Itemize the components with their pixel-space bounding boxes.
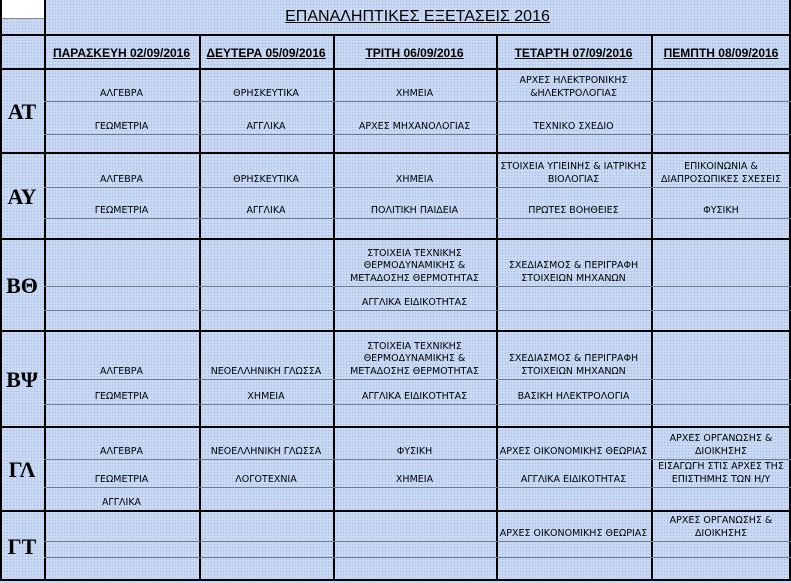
exam-cell[interactable] <box>333 311 496 330</box>
exam-cell[interactable] <box>199 488 333 510</box>
exam-cell[interactable] <box>199 287 333 310</box>
exam-cell[interactable]: ΠΟΛΙΤΙΚΗ ΠΑΙΔΕΙΑ <box>370 204 459 216</box>
class-code-2: ΒΘ <box>6 273 38 298</box>
exam-cell[interactable]: ΑΡΧΕΣ ΟΙΚΟΝΟΜΙΚΗΣ ΘΕΩΡΙΑΣ <box>499 527 648 539</box>
exam-cell[interactable] <box>199 219 333 238</box>
exam-cell[interactable] <box>651 311 791 330</box>
exam-cell[interactable]: ΑΓΓΛΙΚΑ <box>246 204 286 216</box>
grid-line <box>0 579 791 581</box>
exam-cell[interactable] <box>496 405 651 426</box>
exam-cell[interactable] <box>651 558 791 579</box>
class-code-0: ΑΤ <box>7 99 37 124</box>
exam-cell[interactable] <box>44 135 199 152</box>
exam-cell[interactable]: ΝΕΟΕΛΛΗΝΙΚΗ ΓΛΩΣΣΑ <box>210 365 322 377</box>
exam-cell[interactable]: ΒΑΣΙΚΗ ΗΛΕΚΤΡΟΛΟΓΙΑ <box>517 390 630 402</box>
exam-cell[interactable]: ΑΡΧΕΣ ΟΙΚΟΝΟΜΙΚΗΣ ΘΕΩΡΙΑΣ <box>499 445 648 457</box>
exam-cell[interactable]: ΑΓΓΛΙΚΑ ΕΙΔΙΚΟΤΗΤΑΣ <box>520 473 627 485</box>
exam-cell[interactable] <box>496 542 651 557</box>
exam-cell[interactable] <box>496 287 651 310</box>
exam-cell[interactable] <box>44 512 199 541</box>
exam-cell[interactable]: ΓΕΩΜΕΤΡΙΑ <box>94 204 149 216</box>
exam-cell[interactable]: ΑΓΓΛΙΚΑ <box>101 496 142 508</box>
exam-cell[interactable]: ΠΡΩΤΕΣ ΒΟΗΘΕΙΕΣ <box>528 204 619 216</box>
exam-cell[interactable]: ΘΡΗΣΚΕΥΤΙΚΑ <box>233 173 299 185</box>
sheet-title-text: ΕΠΑΝΑΛΗΠΤΙΚΕΣ ΕΞΕΤΑΣΕΙΣ 2016 <box>285 8 550 25</box>
exam-cell[interactable] <box>496 488 651 510</box>
corner-cell[interactable] <box>0 0 45 19</box>
exam-cell[interactable]: ΑΛΓΕΒΡΑ <box>99 87 144 99</box>
exam-cell[interactable]: ΣΤΟΙΧΕΙΑ ΤΕΧΝΙΚΗΣ ΘΕΡΜΟΔΥΝΑΜΙΚΗΣ & ΜΕΤΑΔΟΣΗΣ ΘΕΡΜΟΤΗΤΑΣ <box>350 247 479 284</box>
exam-cell[interactable]: ΑΛΓΕΒΡΑ <box>99 173 144 185</box>
exam-cell[interactable]: ΤΕΧΝΙΚΟ ΣΧΕΔΙΟ <box>533 120 614 132</box>
exam-cell[interactable] <box>199 135 333 152</box>
exam-cell[interactable] <box>651 287 791 310</box>
exam-cell[interactable] <box>199 542 333 557</box>
exam-cell[interactable]: ΣΤΟΙΧΕΙΑ ΥΓΙΕΙΝΗΣ & ΙΑΤΡΙΚΗΣ ΒΙΟΛΟΓΙΑΣ <box>500 161 647 185</box>
exam-cell[interactable]: ΓΕΩΜΕΤΡΙΑ <box>94 390 149 402</box>
exam-cell[interactable] <box>199 240 333 286</box>
exam-cell[interactable] <box>333 512 496 541</box>
exam-cell[interactable] <box>44 405 199 426</box>
exam-cell[interactable] <box>44 287 199 310</box>
exam-cell[interactable]: ΓΕΩΜΕΤΡΙΑ <box>94 120 149 132</box>
exam-cell[interactable] <box>651 405 791 426</box>
exam-cell[interactable]: ΑΛΓΕΒΡΑ <box>99 445 144 457</box>
exam-cell[interactable] <box>333 405 496 426</box>
exam-cell[interactable] <box>199 311 333 330</box>
exam-cell[interactable] <box>333 135 496 152</box>
exam-cell[interactable]: ΦΥΣΙΚΗ <box>703 204 739 216</box>
exam-cell[interactable]: ΛΟΓΟΤΕΧΝΙΑ <box>235 473 297 485</box>
exam-cell[interactable]: ΣΤΟΙΧΕΙΑ ΤΕΧΝΙΚΗΣ ΘΕΡΜΟΔΥΝΑΜΙΚΗΣ & ΜΕΤΑΔΟΣΗΣ ΘΕΡΜΟΤΗΤΑΣ <box>350 340 479 377</box>
day-header-5: ΠΕΜΠΤΗ 08/09/2016 <box>663 46 779 60</box>
exam-cell[interactable]: ΧΗΜΕΙΑ <box>395 473 434 485</box>
exam-cell[interactable] <box>333 542 496 557</box>
exam-cell[interactable]: ΓΕΩΜΕΤΡΙΑ <box>94 473 149 485</box>
exam-cell[interactable] <box>496 558 651 579</box>
exam-cell[interactable] <box>651 240 791 286</box>
class-code-5: ΓΤ <box>7 533 37 559</box>
day-header-1: ΠΑΡΑΣΚΕΥΗ 02/09/2016 <box>52 46 191 60</box>
exam-cell[interactable]: ΧΗΜΕΙΑ <box>395 173 434 185</box>
exam-cell[interactable] <box>44 558 199 579</box>
exam-cell[interactable]: ΕΙΣΑΓΩΓΗ ΣΤΙΣ ΑΡΧΕΣ ΤΗΣ ΕΠΙΣΤΗΜΗΣ ΤΩΝ Η/Υ <box>658 461 784 485</box>
exam-cell[interactable]: ΦΥΣΙΚΗ <box>396 445 433 457</box>
exam-cell[interactable] <box>651 542 791 557</box>
exam-cell[interactable] <box>651 102 791 134</box>
exam-cell[interactable] <box>496 219 651 238</box>
exam-cell[interactable]: ΧΗΜΕΙΑ <box>247 390 285 402</box>
exam-cell[interactable]: ΑΡΧΕΣ ΟΡΓΑΝΩΣΗΣ & ΔΙΟΙΚΗΣΗΣ <box>669 515 773 539</box>
exam-cell[interactable] <box>44 219 199 238</box>
class-code-4: ΓΛ <box>8 457 36 482</box>
exam-cell[interactable]: ΣΧΕΔΙΑΣΜΟΣ & ΠΕΡΙΓΡΑΦΗ ΣΤΟΙΧΕΙΩΝ ΜΗΧΑΝΩΝ <box>508 260 639 284</box>
exam-cell[interactable]: ΝΕΟΕΛΛΗΝΙΚΗ ΓΛΩΣΣΑ <box>210 445 322 457</box>
exam-cell[interactable] <box>333 219 496 238</box>
exam-cell[interactable] <box>333 488 496 510</box>
exam-cell[interactable]: ΑΡΧΕΣ ΗΛΕΚΤΡΟΝΙΚΗΣ &ΗΛΕΚΤΡΟΛΟΓΙΑΣ <box>519 75 628 99</box>
exam-cell[interactable]: ΑΓΓΛΙΚΑ ΕΙΔΙΚΟΤΗΤΑΣ <box>361 296 468 308</box>
day-header-2: ΔΕΥΤΕΡΑ 05/09/2016 <box>206 46 326 60</box>
exam-cell[interactable] <box>651 332 791 379</box>
exam-cell[interactable] <box>651 135 791 152</box>
exam-cell[interactable]: ΑΓΓΛΙΚΑ <box>246 120 286 132</box>
exam-cell[interactable]: ΑΡΧΕΣ ΟΡΓΑΝΩΣΗΣ & ΔΙΟΙΚΗΣΗΣ <box>669 433 773 457</box>
exam-cell[interactable] <box>44 542 199 557</box>
exam-cell[interactable]: ΑΓΓΛΙΚΑ ΕΙΔΙΚΟΤΗΤΑΣ <box>361 390 468 402</box>
exam-cell[interactable] <box>333 558 496 579</box>
day-header-4: ΤΕΤΑΡΤΗ 07/09/2016 <box>514 46 633 60</box>
exam-cell[interactable] <box>496 311 651 330</box>
class-code-3: ΒΨ <box>6 367 38 392</box>
exam-cell[interactable]: ΧΗΜΕΙΑ <box>395 87 434 99</box>
exam-cell[interactable] <box>496 135 651 152</box>
exam-cell[interactable] <box>651 380 791 404</box>
exam-cell[interactable] <box>199 558 333 579</box>
sheet-title <box>44 0 791 34</box>
exam-cell[interactable]: ΣΧΕΔΙΑΣΜΟΣ & ΠΕΡΙΓΡΑΦΗ ΣΤΟΙΧΕΙΩΝ ΜΗΧΑΝΩΝ <box>508 353 639 377</box>
exam-cell[interactable]: ΑΛΓΕΒΡΑ <box>99 365 144 377</box>
exam-cell[interactable] <box>651 70 791 101</box>
exam-cell[interactable] <box>44 240 199 286</box>
exam-cell[interactable] <box>199 512 333 541</box>
exam-cell[interactable] <box>651 219 791 238</box>
exam-cell[interactable] <box>44 311 199 330</box>
exam-cell[interactable]: ΑΡΧΕΣ ΜΗΧΑΝΟΛΟΓΙΑΣ <box>358 120 471 132</box>
day-header-3: ΤΡΙΤΗ 06/09/2016 <box>365 46 464 60</box>
exam-cell[interactable] <box>199 405 333 426</box>
exam-cell[interactable]: ΘΡΗΣΚΕΥΤΙΚΑ <box>233 87 299 99</box>
class-code-1: ΑΥ <box>7 184 37 209</box>
exam-cell[interactable]: ΕΠΙΚΟΙΝΩΝΙΑ & ΔΙΑΠΡΟΣΩΠΙΚΕΣ ΣΧΕΣΕΙΣ <box>661 161 781 185</box>
exam-cell[interactable] <box>651 488 791 510</box>
grid-line <box>0 34 791 36</box>
